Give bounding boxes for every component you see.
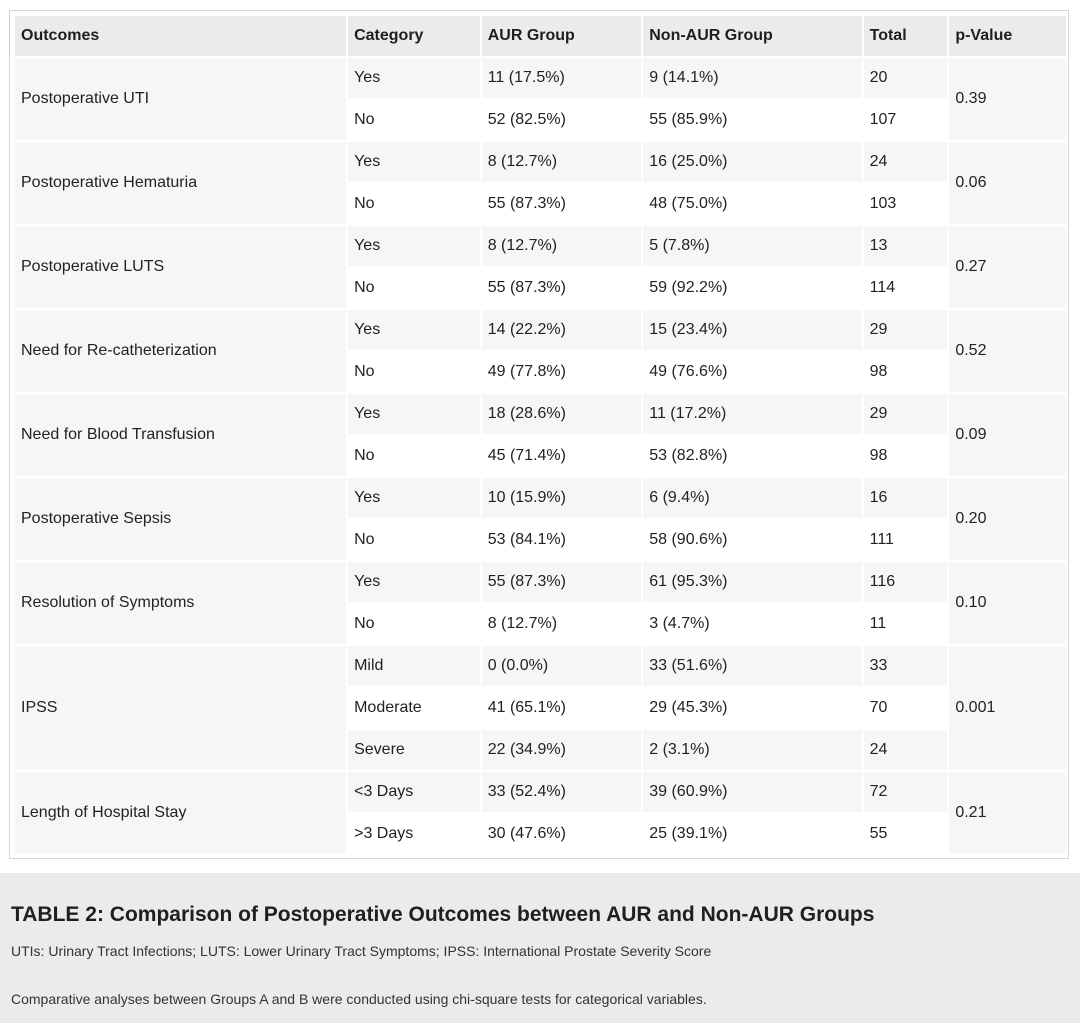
table-body	[15, 58, 1066, 854]
aur-group-cell: 49 (77.8%)	[482, 352, 642, 392]
header-aur-group: AUR Group	[482, 16, 642, 56]
non-aur-group-cell: 39 (60.9%)	[643, 772, 861, 812]
category-cell: Yes	[348, 142, 480, 182]
non-aur-group-cell: 33 (51.6%)	[643, 646, 861, 686]
total-cell: 20	[864, 58, 948, 98]
aur-group-cell: 18 (28.6%)	[482, 394, 642, 434]
aur-group-cell: 10 (15.9%)	[482, 478, 642, 518]
non-aur-group-cell: 5 (7.8%)	[643, 226, 861, 266]
category-cell: Yes	[348, 58, 480, 98]
total-cell: 24	[864, 142, 948, 182]
aur-group-cell: 55 (87.3%)	[482, 184, 642, 224]
category-cell: <3 Days	[348, 772, 480, 812]
total-cell: 55	[864, 814, 948, 854]
table-row	[15, 310, 1066, 350]
non-aur-group-cell: 53 (82.8%)	[643, 436, 861, 476]
p-value-cell: 0.39	[949, 58, 1066, 140]
category-cell: Yes	[348, 226, 480, 266]
p-value-cell: 0.52	[949, 310, 1066, 392]
outcome-cell: IPSS	[15, 646, 346, 770]
aur-group-cell: 33 (52.4%)	[482, 772, 642, 812]
caption-note: Comparative analyses between Groups A and B were conducted using chi-square tests for categorical variables.	[11, 991, 707, 1007]
header-non-aur-group: Non-AUR Group	[643, 16, 861, 56]
p-value-cell: 0.06	[949, 142, 1066, 224]
aur-group-cell: 53 (84.1%)	[482, 520, 642, 560]
category-cell: >3 Days	[348, 814, 480, 854]
outcome-cell: Postoperative Sepsis	[15, 478, 346, 560]
total-cell: 72	[864, 772, 948, 812]
table-row	[15, 478, 1066, 518]
p-value-cell: 0.09	[949, 394, 1066, 476]
non-aur-group-cell: 9 (14.1%)	[643, 58, 861, 98]
non-aur-group-cell: 2 (3.1%)	[643, 730, 861, 770]
total-cell: 29	[864, 310, 948, 350]
non-aur-group-cell: 3 (4.7%)	[643, 604, 861, 644]
p-value-cell: 0.10	[949, 562, 1066, 644]
header-total: Total	[864, 16, 948, 56]
non-aur-group-cell: 49 (76.6%)	[643, 352, 861, 392]
aur-group-cell: 8 (12.7%)	[482, 142, 642, 182]
category-cell: Mild	[348, 646, 480, 686]
aur-group-cell: 52 (82.5%)	[482, 100, 642, 140]
caption-abbreviations: UTIs: Urinary Tract Infections; LUTS: Lower Urinary Tract Symptoms; IPSS: International Prostate Severity Score	[11, 943, 712, 959]
aur-group-cell: 55 (87.3%)	[482, 562, 642, 602]
table-row	[15, 58, 1066, 98]
total-cell: 103	[864, 184, 948, 224]
total-cell: 107	[864, 100, 948, 140]
non-aur-group-cell: 11 (17.2%)	[643, 394, 861, 434]
outcomes-table-frame	[9, 10, 1069, 859]
outcome-cell: Need for Re-catheterization	[15, 310, 346, 392]
non-aur-group-cell: 48 (75.0%)	[643, 184, 861, 224]
p-value-cell: 0.001	[949, 646, 1066, 770]
outcome-cell: Postoperative LUTS	[15, 226, 346, 308]
non-aur-group-cell: 25 (39.1%)	[643, 814, 861, 854]
aur-group-cell: 8 (12.7%)	[482, 226, 642, 266]
non-aur-group-cell: 6 (9.4%)	[643, 478, 861, 518]
outcome-cell: Postoperative UTI	[15, 58, 346, 140]
aur-group-cell: 45 (71.4%)	[482, 436, 642, 476]
category-cell: No	[348, 184, 480, 224]
total-cell: 70	[864, 688, 948, 728]
aur-group-cell: 14 (22.2%)	[482, 310, 642, 350]
category-cell: Yes	[348, 394, 480, 434]
category-cell: No	[348, 604, 480, 644]
total-cell: 98	[864, 352, 948, 392]
total-cell: 98	[864, 436, 948, 476]
total-cell: 114	[864, 268, 948, 308]
category-cell: Severe	[348, 730, 480, 770]
category-cell: Yes	[348, 562, 480, 602]
aur-group-cell: 0 (0.0%)	[482, 646, 642, 686]
total-cell: 29	[864, 394, 948, 434]
outcome-cell: Length of Hospital Stay	[15, 772, 346, 854]
non-aur-group-cell: 59 (92.2%)	[643, 268, 861, 308]
aur-group-cell: 22 (34.9%)	[482, 730, 642, 770]
outcome-cell: Need for Blood Transfusion	[15, 394, 346, 476]
outcomes-table	[13, 14, 1068, 856]
aur-group-cell: 8 (12.7%)	[482, 604, 642, 644]
table-caption	[0, 873, 1080, 1023]
non-aur-group-cell: 58 (90.6%)	[643, 520, 861, 560]
caption-title: TABLE 2: Comparison of Postoperative Outcomes between AUR and Non-AUR Groups	[11, 903, 875, 926]
total-cell: 24	[864, 730, 948, 770]
total-cell: 11	[864, 604, 948, 644]
total-cell: 116	[864, 562, 948, 602]
category-cell: No	[348, 520, 480, 560]
category-cell: Yes	[348, 310, 480, 350]
aur-group-cell: 41 (65.1%)	[482, 688, 642, 728]
p-value-cell: 0.20	[949, 478, 1066, 560]
aur-group-cell: 11 (17.5%)	[482, 58, 642, 98]
total-cell: 13	[864, 226, 948, 266]
non-aur-group-cell: 61 (95.3%)	[643, 562, 861, 602]
total-cell: 16	[864, 478, 948, 518]
non-aur-group-cell: 15 (23.4%)	[643, 310, 861, 350]
p-value-cell: 0.21	[949, 772, 1066, 854]
table-row	[15, 394, 1066, 434]
category-cell: No	[348, 100, 480, 140]
category-cell: Yes	[348, 478, 480, 518]
total-cell: 33	[864, 646, 948, 686]
non-aur-group-cell: 29 (45.3%)	[643, 688, 861, 728]
table-row	[15, 142, 1066, 182]
table-row	[15, 226, 1066, 266]
table-row	[15, 772, 1066, 812]
header-category: Category	[348, 16, 480, 56]
category-cell: No	[348, 352, 480, 392]
header-outcomes: Outcomes	[15, 16, 346, 56]
category-cell: No	[348, 268, 480, 308]
non-aur-group-cell: 16 (25.0%)	[643, 142, 861, 182]
aur-group-cell: 30 (47.6%)	[482, 814, 642, 854]
aur-group-cell: 55 (87.3%)	[482, 268, 642, 308]
outcome-cell: Resolution of Symptoms	[15, 562, 346, 644]
table-row	[15, 562, 1066, 602]
category-cell: Moderate	[348, 688, 480, 728]
header-p-value: p-Value	[949, 16, 1066, 56]
total-cell: 111	[864, 520, 948, 560]
table-row	[15, 646, 1066, 686]
non-aur-group-cell: 55 (85.9%)	[643, 100, 861, 140]
outcome-cell: Postoperative Hematuria	[15, 142, 346, 224]
category-cell: No	[348, 436, 480, 476]
p-value-cell: 0.27	[949, 226, 1066, 308]
table-header-row	[15, 16, 1066, 56]
